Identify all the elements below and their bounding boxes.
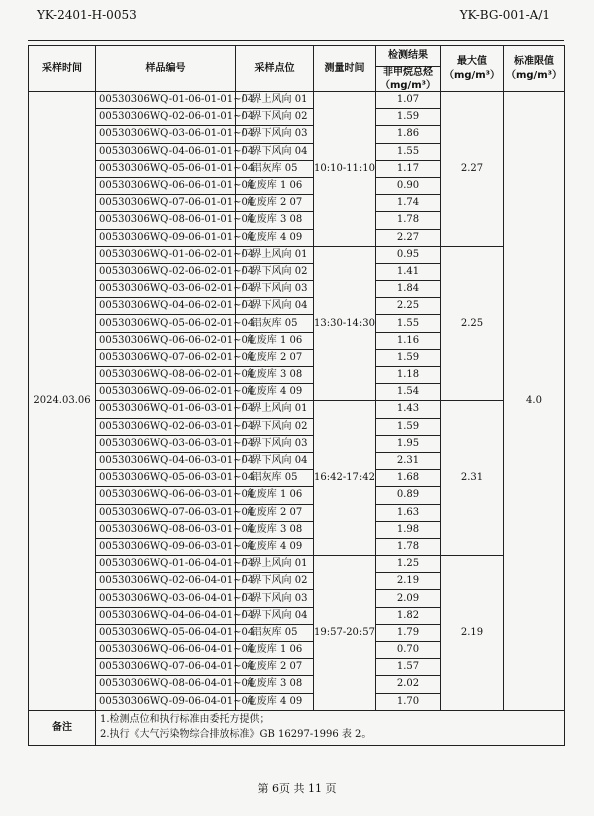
header-sampling-point: 采样点位 bbox=[236, 46, 314, 92]
header-max bbox=[441, 46, 504, 92]
result-value-cell: 1.25 bbox=[376, 556, 441, 573]
sampling-point-cell: 铝灰库 05 bbox=[236, 470, 314, 487]
sampling-point-cell: 危废库 2 07 bbox=[236, 349, 314, 366]
sample-id-cell: 00530306WQ-08-06-03-01~04 bbox=[96, 521, 236, 538]
sample-id-cell: 00530306WQ-08-06-04-01~04 bbox=[96, 676, 236, 693]
header-sample-id: 样品编号 bbox=[96, 46, 236, 92]
result-value-cell: 0.95 bbox=[376, 246, 441, 263]
max-value-cell: 2.31 bbox=[441, 401, 504, 556]
sampling-point-cell: 厂界下风向 04 bbox=[236, 143, 314, 160]
sample-id-cell: 00530306WQ-03-06-04-01~04 bbox=[96, 590, 236, 607]
result-value-cell: 1.63 bbox=[376, 504, 441, 521]
sampling-point-cell: 厂界下风向 02 bbox=[236, 573, 314, 590]
result-value-cell: 1.43 bbox=[376, 401, 441, 418]
sampling-point-cell: 厂界下风向 03 bbox=[236, 281, 314, 298]
result-value-cell: 0.70 bbox=[376, 642, 441, 659]
table-row bbox=[29, 556, 565, 573]
header-limit-unit: （mg/m³） bbox=[505, 69, 563, 81]
sampling-point-cell: 厂界下风向 02 bbox=[236, 418, 314, 435]
header-result-name: 非甲烷总烃 bbox=[383, 66, 433, 78]
sampling-point-cell: 危废库 2 07 bbox=[236, 195, 314, 212]
measure-time-cell: 10:10-11:10 bbox=[314, 92, 376, 247]
result-value-cell: 1.54 bbox=[376, 384, 441, 401]
result-value-cell: 1.55 bbox=[376, 143, 441, 160]
result-value-cell: 1.07 bbox=[376, 92, 441, 109]
sample-id-cell: 00530306WQ-01-06-03-01~04 bbox=[96, 401, 236, 418]
sample-id-cell: 00530306WQ-01-06-04-01~04 bbox=[96, 556, 236, 573]
result-value-cell: 1.79 bbox=[376, 624, 441, 641]
sampling-point-cell: 危废库 1 06 bbox=[236, 487, 314, 504]
sampling-point-cell: 危废库 2 07 bbox=[236, 659, 314, 676]
sampling-point-cell: 危废库 1 06 bbox=[236, 642, 314, 659]
result-value-cell: 1.18 bbox=[376, 367, 441, 384]
remarks-label: 备注 bbox=[29, 710, 96, 745]
result-value-cell: 1.16 bbox=[376, 332, 441, 349]
result-value-cell: 2.09 bbox=[376, 590, 441, 607]
sampling-point-cell: 厂界下风向 04 bbox=[236, 607, 314, 624]
sampling-point-cell: 厂界上风向 01 bbox=[236, 556, 314, 573]
sample-id-cell: 00530306WQ-05-06-01-01~04 bbox=[96, 160, 236, 177]
result-value-cell: 1.86 bbox=[376, 126, 441, 143]
sampling-point-cell: 厂界上风向 01 bbox=[236, 401, 314, 418]
sample-id-cell: 00530306WQ-03-06-02-01~04 bbox=[96, 281, 236, 298]
result-value-cell: 1.78 bbox=[376, 212, 441, 229]
remarks-cell bbox=[96, 710, 565, 745]
sample-id-cell: 00530306WQ-07-06-01-01~04 bbox=[96, 195, 236, 212]
result-value-cell: 1.98 bbox=[376, 521, 441, 538]
sample-id-cell: 00530306WQ-05-06-04-01~04 bbox=[96, 624, 236, 641]
sample-id-cell: 00530306WQ-05-06-03-01~04 bbox=[96, 470, 236, 487]
report-number: YK-2401-H-0053 bbox=[37, 8, 137, 22]
sampling-point-cell: 厂界下风向 04 bbox=[236, 452, 314, 469]
sampling-point-cell: 铝灰库 05 bbox=[236, 624, 314, 641]
sampling-point-cell: 危废库 3 08 bbox=[236, 367, 314, 384]
result-value-cell: 0.89 bbox=[376, 487, 441, 504]
result-value-cell: 1.59 bbox=[376, 109, 441, 126]
sample-id-cell: 00530306WQ-07-06-02-01~04 bbox=[96, 349, 236, 366]
result-value-cell: 2.27 bbox=[376, 229, 441, 246]
header-result-sub bbox=[376, 67, 441, 92]
sampling-point-cell: 铝灰库 05 bbox=[236, 160, 314, 177]
sample-id-cell: 00530306WQ-06-06-03-01~04 bbox=[96, 487, 236, 504]
sample-id-cell: 00530306WQ-06-06-02-01~04 bbox=[96, 332, 236, 349]
header-rule bbox=[28, 40, 564, 41]
sample-id-cell: 00530306WQ-08-06-01-01~04 bbox=[96, 212, 236, 229]
sample-id-cell: 00530306WQ-06-06-04-01~04 bbox=[96, 642, 236, 659]
sample-id-cell: 00530306WQ-04-06-01-01~04 bbox=[96, 143, 236, 160]
result-value-cell: 0.90 bbox=[376, 177, 441, 194]
result-value-cell: 1.41 bbox=[376, 263, 441, 280]
sampling-point-cell: 厂界上风向 01 bbox=[236, 246, 314, 263]
result-value-cell: 1.74 bbox=[376, 195, 441, 212]
result-value-cell: 1.84 bbox=[376, 281, 441, 298]
header-max-label: 最大值 bbox=[457, 55, 487, 67]
header-result-unit: （mg/m³） bbox=[379, 79, 437, 91]
sampling-point-cell: 危废库 4 09 bbox=[236, 384, 314, 401]
header-max-unit: （mg/m³） bbox=[443, 69, 501, 81]
sample-id-cell: 00530306WQ-01-06-01-01~04 bbox=[96, 92, 236, 109]
result-value-cell: 1.68 bbox=[376, 470, 441, 487]
sample-id-cell: 00530306WQ-09-06-03-01~04 bbox=[96, 538, 236, 555]
header-limit bbox=[504, 46, 565, 92]
header-sampling-time: 采样时间 bbox=[29, 46, 96, 92]
result-value-cell: 1.17 bbox=[376, 160, 441, 177]
sample-id-cell: 00530306WQ-06-06-01-01~04 bbox=[96, 177, 236, 194]
max-value-cell: 2.19 bbox=[441, 556, 504, 711]
sample-id-cell: 00530306WQ-08-06-02-01~04 bbox=[96, 367, 236, 384]
sampling-point-cell: 厂界下风向 04 bbox=[236, 298, 314, 315]
page-number: 第 6页 共 11 页 bbox=[257, 782, 337, 795]
result-value-cell: 2.19 bbox=[376, 573, 441, 590]
results-table bbox=[28, 45, 565, 746]
result-value-cell: 1.57 bbox=[376, 659, 441, 676]
sample-id-cell: 00530306WQ-02-06-03-01~04 bbox=[96, 418, 236, 435]
result-value-cell: 1.78 bbox=[376, 538, 441, 555]
header-measure-time: 测量时间 bbox=[314, 46, 376, 92]
sample-id-cell: 00530306WQ-07-06-04-01~04 bbox=[96, 659, 236, 676]
sampling-point-cell: 危废库 3 08 bbox=[236, 521, 314, 538]
table-row bbox=[29, 92, 565, 109]
sampling-point-cell: 厂界下风向 03 bbox=[236, 126, 314, 143]
sample-id-cell: 00530306WQ-04-06-03-01~04 bbox=[96, 452, 236, 469]
sample-id-cell: 00530306WQ-02-06-02-01~04 bbox=[96, 263, 236, 280]
measure-time-cell: 19:57-20:57 bbox=[314, 556, 376, 711]
sample-id-cell: 00530306WQ-05-06-02-01~04 bbox=[96, 315, 236, 332]
sample-id-cell: 00530306WQ-07-06-03-01~04 bbox=[96, 504, 236, 521]
sampling-date-cell: 2024.03.06 bbox=[29, 92, 96, 711]
table-row bbox=[29, 401, 565, 418]
remark-line-1: 1.检测点位和执行标准由委托方提供； bbox=[100, 714, 270, 726]
result-value-cell: 1.59 bbox=[376, 349, 441, 366]
form-number: YK-BG-001-A/1 bbox=[459, 8, 550, 22]
sampling-point-cell: 厂界下风向 03 bbox=[236, 590, 314, 607]
sample-id-cell: 00530306WQ-09-06-02-01~04 bbox=[96, 384, 236, 401]
header-limit-label: 标准限值 bbox=[514, 55, 554, 67]
sample-id-cell: 00530306WQ-02-06-01-01~04 bbox=[96, 109, 236, 126]
sampling-point-cell: 危废库 4 09 bbox=[236, 693, 314, 710]
sampling-point-cell: 厂界下风向 02 bbox=[236, 109, 314, 126]
sample-id-cell: 00530306WQ-09-06-01-01~04 bbox=[96, 229, 236, 246]
sample-id-cell: 00530306WQ-04-06-04-01~04 bbox=[96, 607, 236, 624]
result-value-cell: 1.55 bbox=[376, 315, 441, 332]
sample-id-cell: 00530306WQ-03-06-03-01~04 bbox=[96, 435, 236, 452]
max-value-cell: 2.25 bbox=[441, 246, 504, 401]
result-value-cell: 1.95 bbox=[376, 435, 441, 452]
sampling-point-cell: 危废库 1 06 bbox=[236, 177, 314, 194]
result-value-cell: 2.25 bbox=[376, 298, 441, 315]
max-value-cell: 2.27 bbox=[441, 92, 504, 247]
sampling-point-cell: 危废库 2 07 bbox=[236, 504, 314, 521]
limit-value-cell: 4.0 bbox=[504, 92, 565, 711]
sampling-point-cell: 铝灰库 05 bbox=[236, 315, 314, 332]
result-value-cell: 1.82 bbox=[376, 607, 441, 624]
sampling-point-cell: 危废库 4 09 bbox=[236, 538, 314, 555]
sample-id-cell: 00530306WQ-04-06-02-01~04 bbox=[96, 298, 236, 315]
sampling-point-cell: 危废库 3 08 bbox=[236, 676, 314, 693]
sample-id-cell: 00530306WQ-09-06-04-01~04 bbox=[96, 693, 236, 710]
result-value-cell: 2.02 bbox=[376, 676, 441, 693]
remark-line-2: 2.执行《大气污染物综合排放标准》GB 16297-1996 表 2。 bbox=[100, 728, 372, 740]
sampling-point-cell: 危废库 4 09 bbox=[236, 229, 314, 246]
table-row bbox=[29, 246, 565, 263]
sampling-point-cell: 厂界下风向 03 bbox=[236, 435, 314, 452]
sampling-point-cell: 危废库 3 08 bbox=[236, 212, 314, 229]
header-result-group: 检测结果 bbox=[376, 46, 441, 67]
sample-id-cell: 00530306WQ-01-06-02-01~04 bbox=[96, 246, 236, 263]
sampling-point-cell: 厂界上风向 01 bbox=[236, 92, 314, 109]
measure-time-cell: 13:30-14:30 bbox=[314, 246, 376, 401]
sampling-point-cell: 危废库 1 06 bbox=[236, 332, 314, 349]
sample-id-cell: 00530306WQ-03-06-01-01~04 bbox=[96, 126, 236, 143]
sampling-point-cell: 厂界下风向 02 bbox=[236, 263, 314, 280]
sample-id-cell: 00530306WQ-02-06-04-01~04 bbox=[96, 573, 236, 590]
result-value-cell: 1.59 bbox=[376, 418, 441, 435]
result-value-cell: 1.70 bbox=[376, 693, 441, 710]
results-body bbox=[29, 92, 565, 711]
result-value-cell: 2.31 bbox=[376, 452, 441, 469]
measure-time-cell: 16:42-17:42 bbox=[314, 401, 376, 556]
